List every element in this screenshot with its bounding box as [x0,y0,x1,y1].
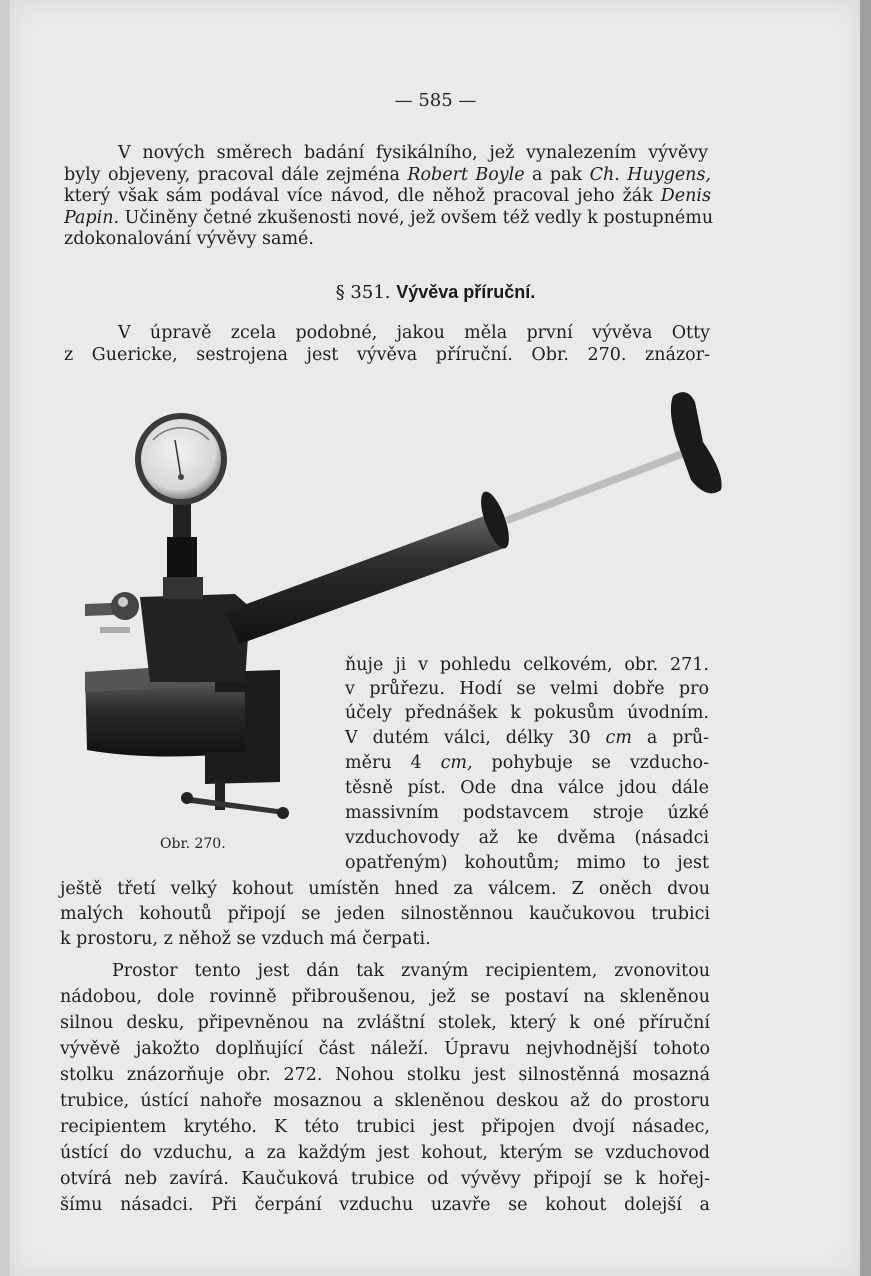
page-edge [860,0,871,1276]
paragraph-line: účely přednášek k pokusům úvodním. [345,703,709,723]
paragraph-line: trubice, ústící nahoře mosaznou a skleněnou deskou až do prostoru [60,1091,710,1111]
paragraph-line: šímu násadci. Při čerpání vzduchu uzavře se kohout dolejší a [60,1195,710,1215]
paragraph-line: ještě třetí velký kohout umístěn hned za válcem. Z oněch dvou [60,879,710,899]
page-number: — 585 — [394,90,477,111]
intro-line: byly objeveny, pracoval dále zejména Robert Boyle a pak Ch. Huygens, [64,165,711,185]
paragraph-line: ústící do vzduchu, a za každým jest kohout, kterým se vzduchovod [60,1143,710,1163]
paragraph-line: silnou desku, připevněnou na zvláštní stolek, který k oné příruční [60,1013,710,1033]
paragraph-line: těsně píst. Ode dna válce jdou dále [345,778,709,798]
paragraph-line: vývěvě jakožto doplňující část náleží. Úpravu nejvhodnější tohoto [60,1039,710,1059]
section-heading: § 351. Vývěva příruční. [335,282,536,303]
paragraph-line: z Guericke, sestrojena jest vývěva příruční. Obr. 270. znázor- [64,345,710,365]
paragraph-line: k prostoru, z něhož se vzduch má čerpati. [60,929,431,949]
paragraph-line: otvírá neb zavírá. Kaučuková trubice od vývěvy připojí se k hořej- [60,1169,710,1189]
cylinder [225,512,507,644]
paragraph-line: nádobou, dole rovinně přibroušenou, jež se postaví na skleněnou [60,987,710,1007]
intro-line: Papin. Učiněny četné zkušenosti nové, jež ovšem též vedly k postupnému [64,208,714,228]
paragraph-line: opatřeným) kohoutům; mimo to jest [345,853,709,873]
handle [671,392,722,493]
intro-line: který však sám podával více návod, dle něhož pracoval jeho žák Denis [64,186,711,206]
paragraph-line: malých kohoutů připojí se jeden silnostěnnou kaučukovou trubici [60,904,710,924]
paragraph-line: měru 4 cm, pohybuje se vzducho- [345,753,709,773]
piston-rod [505,448,690,524]
figure-caption: Obr. 270. [160,836,226,852]
paragraph-line: ňuje ji v pohledu celkovém, obr. 271. [345,655,709,675]
paragraph-line: Prostor tento jest dán tak zvaným recipientem, zvonovitou [112,961,710,981]
paragraph-line: massivním podstavcem stroje úzké [345,803,709,823]
paragraph-line: V dutém válci, délky 30 cm a prů- [345,728,710,748]
paragraph-line: recipientem krytého. K této trubici jest připojen dvojí násadec, [60,1117,710,1137]
intro-line: zdokonalování vývěvy samé. [64,229,314,249]
paragraph-line: v průřezu. Hodí se velmi dobře pro [345,679,709,699]
intro-line: V nových směrech badání fysikálního, jež vynalezením vývěvy [118,143,708,163]
paragraph-line: stolku znázorňuje obr. 272. Nohou stolku jest silnostěnná mosazná [60,1065,710,1085]
paragraph-line: V úpravě zcela podobné, jakou měla první vývěva Otty [118,323,710,343]
pump-block [140,594,250,682]
paragraph-line: vzduchovody až ke dvěma (násadci [345,828,709,848]
